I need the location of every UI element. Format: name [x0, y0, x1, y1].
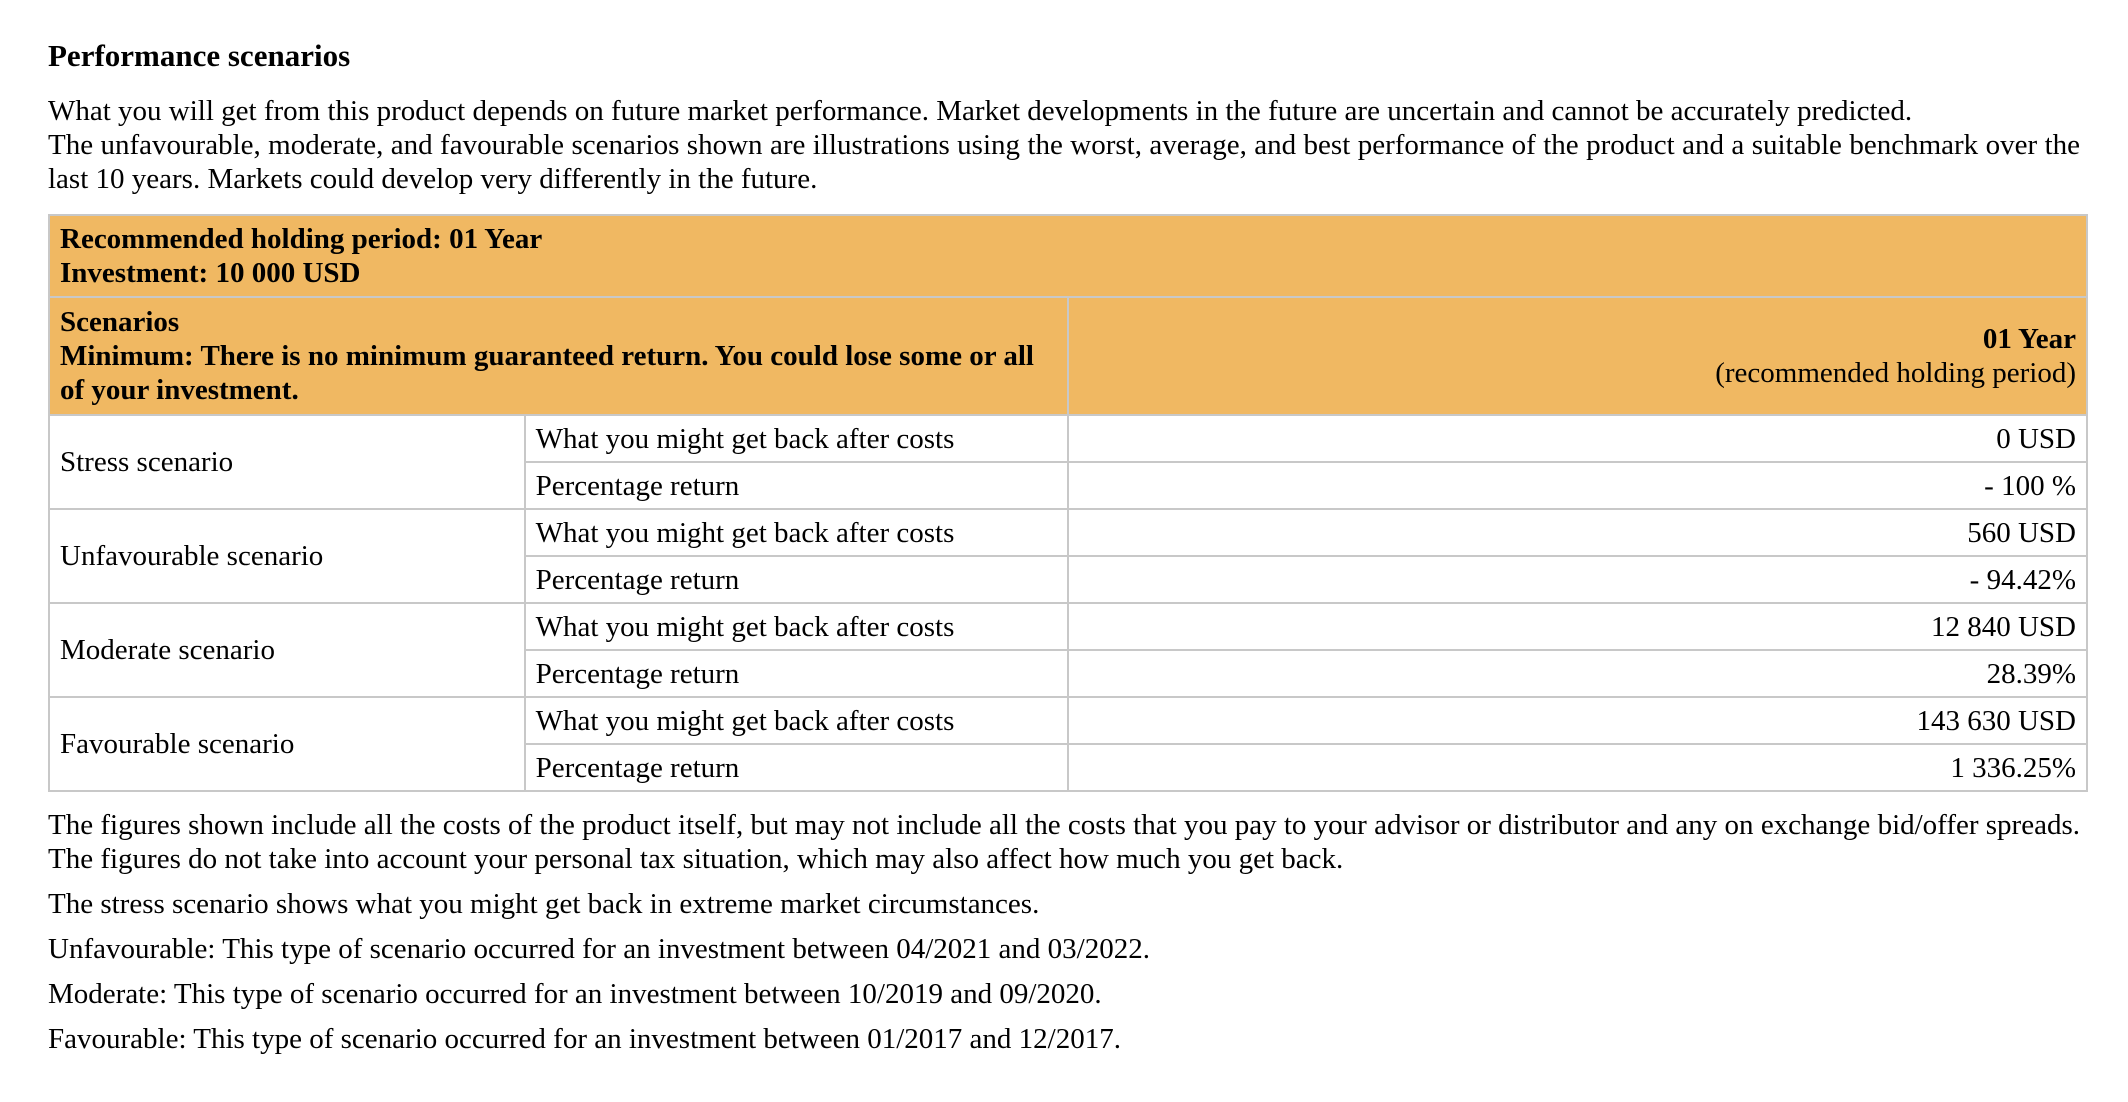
scenario-name-cell: Favourable scenario [49, 697, 525, 791]
unfavourable-note: Unfavourable: This type of scenario occurred for an investment between 04/2021 and 03/2022. [48, 933, 1150, 965]
period-header-cell [1068, 297, 2087, 415]
return-label-cell: Percentage return [525, 744, 1068, 791]
amount-label-cell: What you might get back after costs [525, 415, 1068, 462]
period-note: (recommended holding period) [1715, 357, 2076, 389]
scenarios-label: Scenarios [60, 306, 180, 338]
period-label: 01 Year [1982, 323, 2076, 355]
scenarios-header-cell [49, 297, 1068, 415]
table-row [49, 415, 2087, 462]
favourable-note: Favourable: This type of scenario occurred for an investment between 01/2017 and 12/2017. [48, 1023, 1121, 1055]
table-row [49, 697, 2087, 744]
holding-investment-cell [49, 215, 2087, 297]
return-label-cell: Percentage return [525, 650, 1068, 697]
performance-scenarios-table [48, 214, 2088, 792]
table-row [49, 509, 2087, 556]
scenario-name-cell: Stress scenario [49, 415, 525, 509]
investment-label: Investment: 10 000 USD [60, 257, 361, 289]
amount-value-cell: 143 630 USD [1068, 697, 2087, 744]
amount-label-cell: What you might get back after costs [525, 697, 1068, 744]
page-title: Performance scenarios [48, 38, 351, 73]
return-label-cell: Percentage return [525, 462, 1068, 509]
minimum-note: Minimum: There is no minimum guaranteed return. You could lose some or all of your investment. [60, 340, 1034, 406]
return-value-cell: - 94.42% [1068, 556, 2087, 603]
amount-value-cell: 560 USD [1068, 509, 2087, 556]
scenario-name-cell: Unfavourable scenario [49, 509, 525, 603]
return-label-cell: Percentage return [525, 556, 1068, 603]
notes-section [48, 808, 2080, 1056]
table-row [49, 603, 2087, 650]
return-value-cell: - 100 % [1068, 462, 2087, 509]
stress-note: The stress scenario shows what you might get back in extreme market circumstances. [48, 888, 1040, 920]
amount-value-cell: 0 USD [1068, 415, 2087, 462]
costs-note: The figures shown include all the costs of the product itself, but may not include all the costs that you pay to your advisor or distributor and any on exchange bid/offer spreads. The figures do not take into account your personal tax situation, which may also affect how much you get back. [48, 809, 2080, 875]
intro-section [48, 94, 2080, 196]
scenario-name-cell: Moderate scenario [49, 603, 525, 697]
amount-label-cell: What you might get back after costs [525, 509, 1068, 556]
return-value-cell: 1 336.25% [1068, 744, 2087, 791]
intro-line-1: What you will get from this product depends on future market performance. Market developments in the future are uncertain and cannot be accurately predicted. [48, 95, 1913, 127]
amount-value-cell: 12 840 USD [1068, 603, 2087, 650]
amount-label-cell: What you might get back after costs [525, 603, 1068, 650]
table-header-holding [49, 215, 2087, 297]
intro-line-2: The unfavourable, moderate, and favourable scenarios shown are illustrations using the worst, average, and best performance of the product and a suitable benchmark over the last 10 years. Markets could develop very differently in the future. [48, 129, 2080, 195]
return-value-cell: 28.39% [1068, 650, 2087, 697]
table-header-scenarios [49, 297, 2087, 415]
moderate-note: Moderate: This type of scenario occurred for an investment between 10/2019 and 09/2020. [48, 978, 1102, 1010]
holding-period-label: Recommended holding period: 01 Year [60, 223, 543, 255]
